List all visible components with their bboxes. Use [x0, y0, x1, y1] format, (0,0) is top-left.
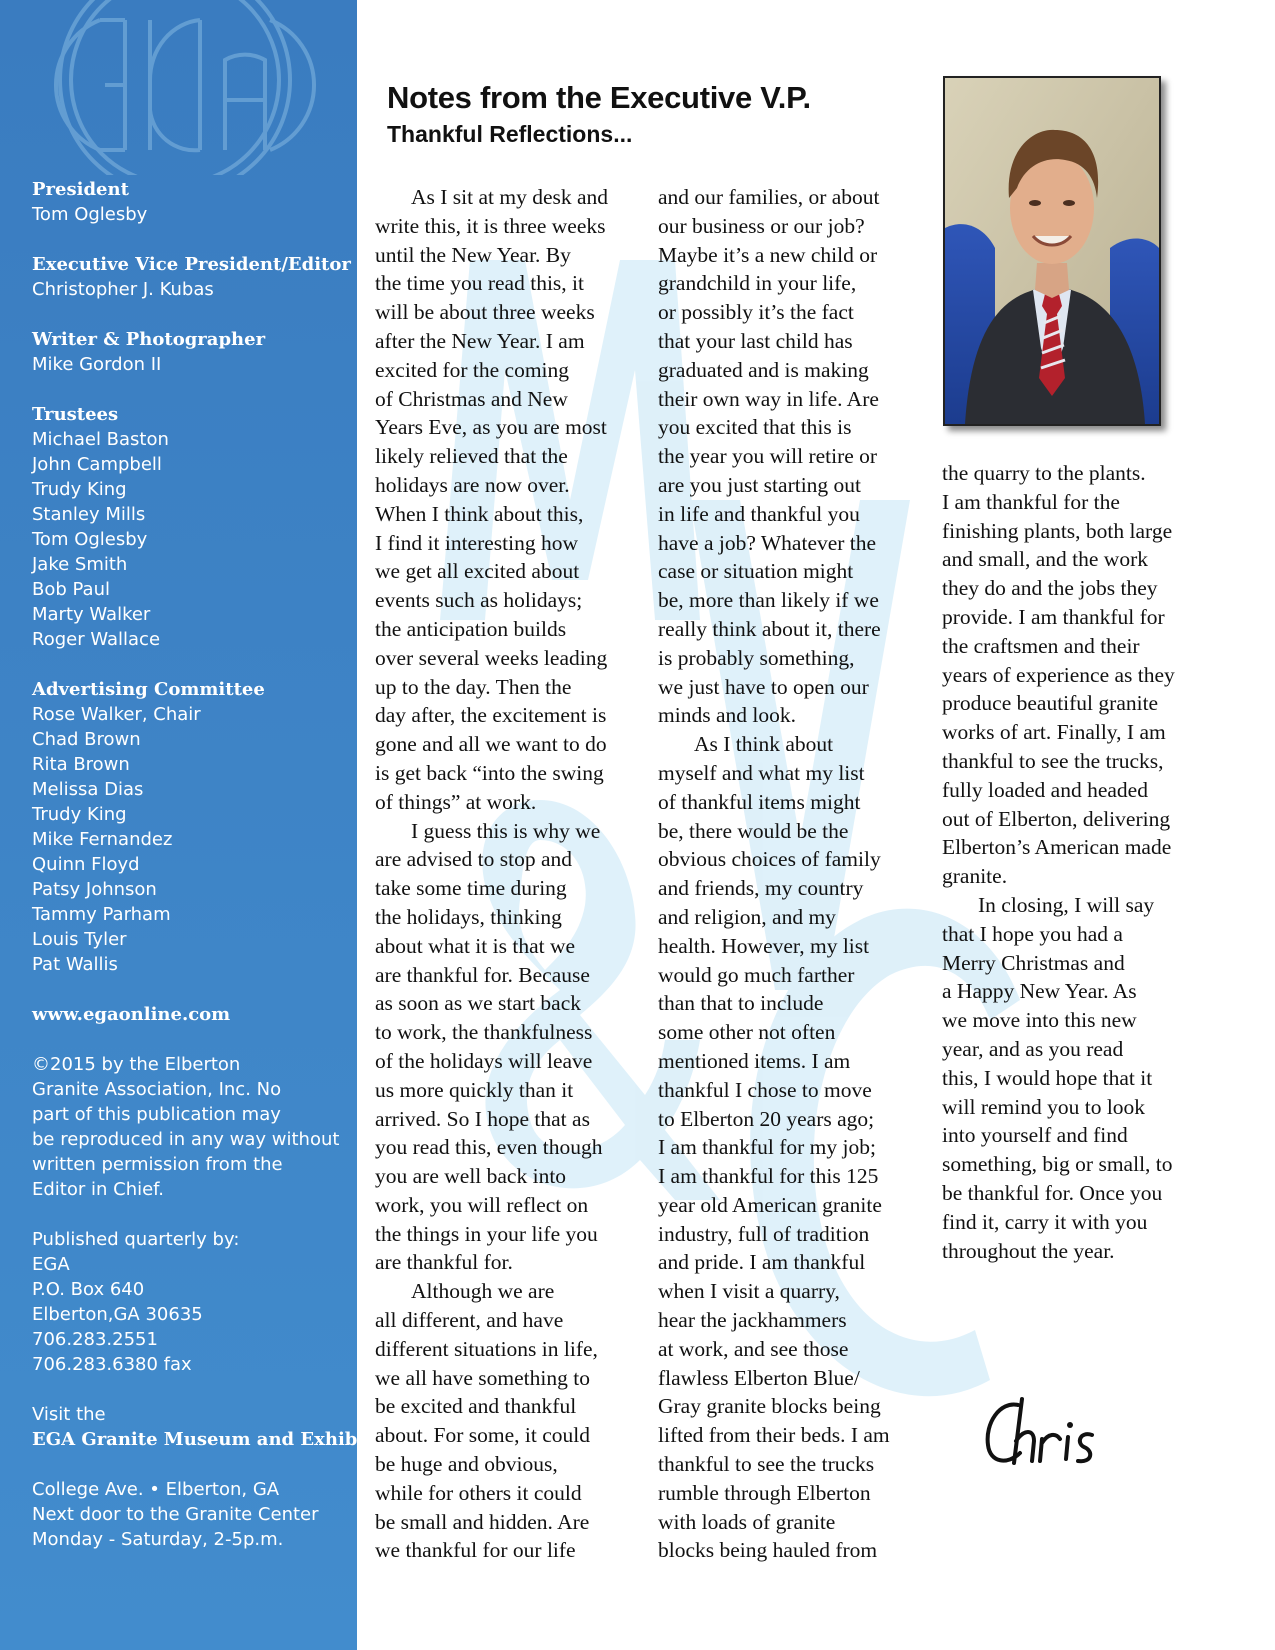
text-line: we just have to open our [658, 674, 869, 699]
copyright-line: be reproduced in any way without [32, 1129, 340, 1150]
location-line: Monday - Saturday, 2-5p.m. [32, 1529, 284, 1550]
article-subtitle: Thankful Reflections... [387, 121, 633, 147]
evp-name: Christopher J. Kubas [32, 279, 214, 300]
committee-member: Rita Brown [32, 754, 130, 775]
text-line: to work, the thankfulness [375, 1020, 593, 1045]
text-line: have a job? Whatever the [658, 530, 877, 555]
trustee-name: Trudy King [32, 479, 127, 500]
copyright-line: Granite Association, Inc. No [32, 1079, 282, 1100]
writer-heading: Writer & Photographer [32, 329, 266, 350]
copyright-line: part of this publication may [32, 1104, 281, 1125]
text-line: we get all excited about [375, 559, 580, 584]
text-line: is probably something, [658, 645, 855, 670]
advertising-list [32, 702, 352, 977]
text-line: the anticipation builds [375, 616, 567, 641]
trustee-name: Marty Walker [32, 604, 151, 625]
committee-member: Melissa Dias [32, 779, 144, 800]
trustees-heading: Trustees [32, 404, 119, 425]
article-title: Notes from the Executive V.P. [387, 80, 811, 115]
committee-member: Chad Brown [32, 729, 141, 750]
text-line: and religion, and my [658, 904, 836, 929]
text-line: myself and what my list [658, 760, 865, 785]
text-line: we move into this new [942, 1008, 1137, 1033]
text-line: this, I would hope that it [942, 1065, 1153, 1090]
text-line: really think about it, there [658, 616, 881, 641]
article-column-2 [658, 183, 928, 1565]
text-line: provide. I am thankful for [942, 604, 1165, 629]
text-line: to Elberton 20 years ago; [658, 1106, 875, 1131]
committee-member: Rose Walker, Chair [32, 704, 201, 725]
text-line: their own way in life. Are [658, 386, 879, 411]
text-line: our business or our job? [658, 213, 865, 238]
text-line: Maybe it’s a new child or [658, 242, 878, 267]
text-line: blocks being hauled from [658, 1538, 878, 1563]
text-line: when I visit a quarry, [658, 1279, 840, 1304]
text-line: you read this, even though [375, 1135, 603, 1160]
text-line: As I think about [694, 732, 834, 757]
website-link[interactable]: www.egaonline.com [32, 1004, 231, 1025]
article-column-1 [375, 183, 650, 1565]
paragraph [375, 183, 650, 817]
text-line: with loads of granite [658, 1509, 836, 1534]
text-line: of the holidays will leave [375, 1048, 593, 1073]
text-line: the holidays, thinking [375, 904, 562, 929]
text-line: that your last child has [658, 328, 853, 353]
text-line: the year you will retire or [658, 444, 878, 469]
text-line: year old American granite [658, 1192, 882, 1217]
president-name: Tom Oglesby [32, 204, 148, 225]
text-line: up to the day. Then the [375, 674, 572, 699]
evp-heading: Executive Vice President/Editor [32, 254, 351, 275]
text-line: will remind you to look [942, 1094, 1146, 1119]
visit-label: Visit the [32, 1404, 106, 1425]
text-line: is get back “into the swing [375, 760, 604, 785]
text-line: out of Elberton, delivering [942, 806, 1171, 831]
text-line: you are well back into [375, 1164, 567, 1189]
author-photo [943, 76, 1161, 426]
text-line: I guess this is why we [411, 818, 601, 843]
museum-name: EGA Granite Museum and Exhibit [32, 1429, 373, 1450]
text-line: years of experience as they [942, 662, 1175, 687]
text-line: about what it is that we [375, 933, 576, 958]
text-line: I am thankful for this 125 [658, 1164, 879, 1189]
text-line: are advised to stop and [375, 847, 573, 872]
text-line: minds and look. [658, 703, 796, 728]
sidebar [0, 0, 373, 1650]
text-line: write this, it is three weeks [375, 213, 606, 238]
text-line: I am thankful for the [942, 489, 1120, 514]
text-line: events such as holidays; [375, 588, 583, 613]
sidebar-masthead [32, 177, 373, 1577]
publisher-line: 706.283.2551 [32, 1329, 158, 1350]
text-line: of thankful items might [658, 789, 861, 814]
text-line: I find it interesting how [375, 530, 579, 555]
text-line: find it, carry it with you [942, 1209, 1148, 1234]
trustee-name: Michael Baston [32, 429, 169, 450]
text-line: are thankful for. [375, 1250, 513, 1275]
text-line: than that to include [658, 991, 824, 1016]
text-line: you excited that this is [658, 415, 852, 440]
committee-member: Trudy King [32, 804, 127, 825]
text-line: thankful I chose to move [658, 1077, 872, 1102]
copyright-notice [32, 1052, 352, 1202]
text-line: Although we are [411, 1279, 555, 1304]
paragraph [375, 817, 650, 1278]
copyright-line: ©2015 by the Elberton [32, 1054, 241, 1075]
location-line: Next door to the Granite Center [32, 1504, 319, 1525]
text-line: work, you will reflect on [375, 1192, 589, 1217]
text-line: of Christmas and New [375, 386, 568, 411]
text-line: into yourself and find [942, 1123, 1128, 1148]
committee-member: Tammy Parham [32, 904, 171, 925]
text-line: the time you read this, it [375, 271, 584, 296]
text-line: year, and as you read [942, 1036, 1124, 1061]
text-line: be thankful for. Once you [942, 1180, 1163, 1205]
text-line: about. For some, it could [375, 1423, 590, 1448]
text-line: I am thankful for my job; [658, 1135, 876, 1160]
text-line: in life and thankful you [658, 501, 860, 526]
text-line: over several weeks leading [375, 645, 608, 670]
portrait-image [945, 78, 1159, 424]
signature-image [980, 1393, 1130, 1478]
text-line: Years Eve, as you are most [375, 415, 607, 440]
text-line: thankful to see the trucks, [942, 748, 1164, 773]
text-line: and pride. I am thankful [658, 1250, 866, 1275]
text-line: as soon as we start back [375, 991, 581, 1016]
trustee-name: Roger Wallace [32, 629, 161, 650]
text-line: and our families, or about [658, 185, 880, 209]
text-line: health. However, my list [658, 933, 870, 958]
museum-info [32, 1402, 373, 1452]
text-line: the things in your life you [375, 1221, 598, 1246]
text-line: all different, and have [375, 1308, 564, 1333]
publisher-line: P.O. Box 640 [32, 1279, 145, 1300]
location-line: College Ave. • Elberton, GA [32, 1479, 280, 1500]
text-line: that I hope you had a [942, 921, 1123, 946]
text-line: rumble through Elberton [658, 1480, 871, 1505]
paragraph [942, 459, 1212, 891]
text-line: graduated and is making [658, 357, 869, 382]
copyright-line: written permission from the [32, 1154, 283, 1175]
text-line: mentioned items. I am [658, 1048, 851, 1073]
text-line: would go much farther [658, 962, 855, 987]
text-line: thankful to see the trucks [658, 1452, 875, 1477]
text-line: be small and hidden. Are [375, 1509, 590, 1534]
publisher-line: 706.283.6380 fax [32, 1354, 192, 1375]
text-line: be huge and obvious, [375, 1452, 558, 1477]
text-line: granite. [942, 864, 1008, 889]
text-line: finishing plants, both large [942, 518, 1173, 543]
trustee-name: Jake Smith [32, 554, 128, 575]
text-line: while for others it could [375, 1480, 582, 1505]
text-line: and small, and the work [942, 547, 1148, 572]
text-line: works of art. Finally, I am [942, 720, 1166, 745]
text-line: be, there would be the [658, 818, 849, 843]
publisher-line: Published quarterly by: [32, 1229, 240, 1250]
trustees-list [32, 427, 352, 652]
trustee-name: Bob Paul [32, 579, 110, 600]
text-line: us more quickly than it [375, 1077, 574, 1102]
text-line: the craftsmen and their [942, 633, 1140, 658]
text-line: of things” at work. [375, 789, 537, 814]
text-line: are you just starting out [658, 472, 862, 497]
trustee-name: John Campbell [32, 454, 162, 475]
text-line: take some time during [375, 876, 567, 901]
text-line: likely relieved that the [375, 444, 568, 469]
committee-member: Patsy Johnson [32, 879, 157, 900]
paragraph [375, 1277, 650, 1565]
text-line: something, big or small, to [942, 1152, 1173, 1177]
text-line: When I think about this, [375, 501, 584, 526]
advertising-heading: Advertising Committee [32, 679, 265, 700]
text-line: hear the jackhammers [658, 1308, 847, 1333]
text-line: holidays are now over. [375, 472, 570, 497]
text-line: we thankful for our life [375, 1538, 576, 1563]
trustee-name: Tom Oglesby [32, 529, 148, 550]
text-line: be excited and thankful [375, 1394, 577, 1419]
text-line: industry, full of tradition [658, 1221, 870, 1246]
text-line: day after, the excitement is [375, 703, 607, 728]
text-line: Gray granite blocks being [658, 1394, 881, 1419]
president-heading: President [32, 179, 129, 200]
text-line: flawless Elberton Blue/ [658, 1365, 860, 1390]
text-line: lifted from their beds. I am [658, 1423, 890, 1448]
text-line: some other not often [658, 1020, 836, 1045]
committee-member: Quinn Floyd [32, 854, 140, 875]
text-line: produce beautiful granite [942, 691, 1159, 716]
publisher-info [32, 1227, 352, 1377]
committee-member: Louis Tyler [32, 929, 127, 950]
text-line: a Happy New Year. As [942, 979, 1137, 1004]
text-line: be, more than likely if we [658, 588, 879, 613]
text-line: Merry Christmas and [942, 950, 1125, 975]
paragraph [658, 730, 928, 1565]
text-line: grandchild in your life, [658, 271, 857, 296]
paragraph [658, 183, 928, 730]
ega-logo [30, 0, 320, 175]
publisher-line: EGA [32, 1254, 70, 1275]
copyright-line: Editor in Chief. [32, 1179, 164, 1200]
text-line: we all have something to [375, 1365, 590, 1390]
text-line: different situations in life, [375, 1336, 598, 1361]
text-line: arrived. So I hope that as [375, 1106, 590, 1131]
text-line: the quarry to the plants. [942, 461, 1146, 485]
committee-member: Mike Fernandez [32, 829, 173, 850]
trustee-name: Stanley Mills [32, 504, 146, 525]
text-line: excited for the coming [375, 357, 570, 382]
text-line: at work, and see those [658, 1336, 849, 1361]
text-line: or possibly it’s the fact [658, 300, 854, 325]
museum-location [32, 1477, 352, 1552]
text-line: gone and all we want to do [375, 732, 607, 757]
text-line: and friends, my country [658, 876, 864, 901]
publisher-line: Elberton,GA 30635 [32, 1304, 203, 1325]
text-line: are thankful for. Because [375, 962, 590, 987]
text-line: will be about three weeks [375, 300, 595, 325]
text-line: case or situation might [658, 559, 854, 584]
text-line: fully loaded and headed [942, 777, 1148, 802]
paragraph [942, 891, 1212, 1265]
text-line: throughout the year. [942, 1238, 1115, 1263]
text-line: obvious choices of family [658, 847, 881, 872]
text-line: As I sit at my desk and [411, 185, 609, 209]
text-line: Elberton’s American made [942, 835, 1172, 860]
text-line: In closing, I will say [978, 892, 1155, 917]
article-column-3 [942, 459, 1212, 1265]
committee-member: Pat Wallis [32, 954, 118, 975]
text-line: they do and the jobs they [942, 576, 1158, 601]
text-line: after the New Year. I am [375, 328, 585, 353]
writer-name: Mike Gordon II [32, 354, 162, 375]
text-line: until the New Year. By [375, 242, 571, 267]
